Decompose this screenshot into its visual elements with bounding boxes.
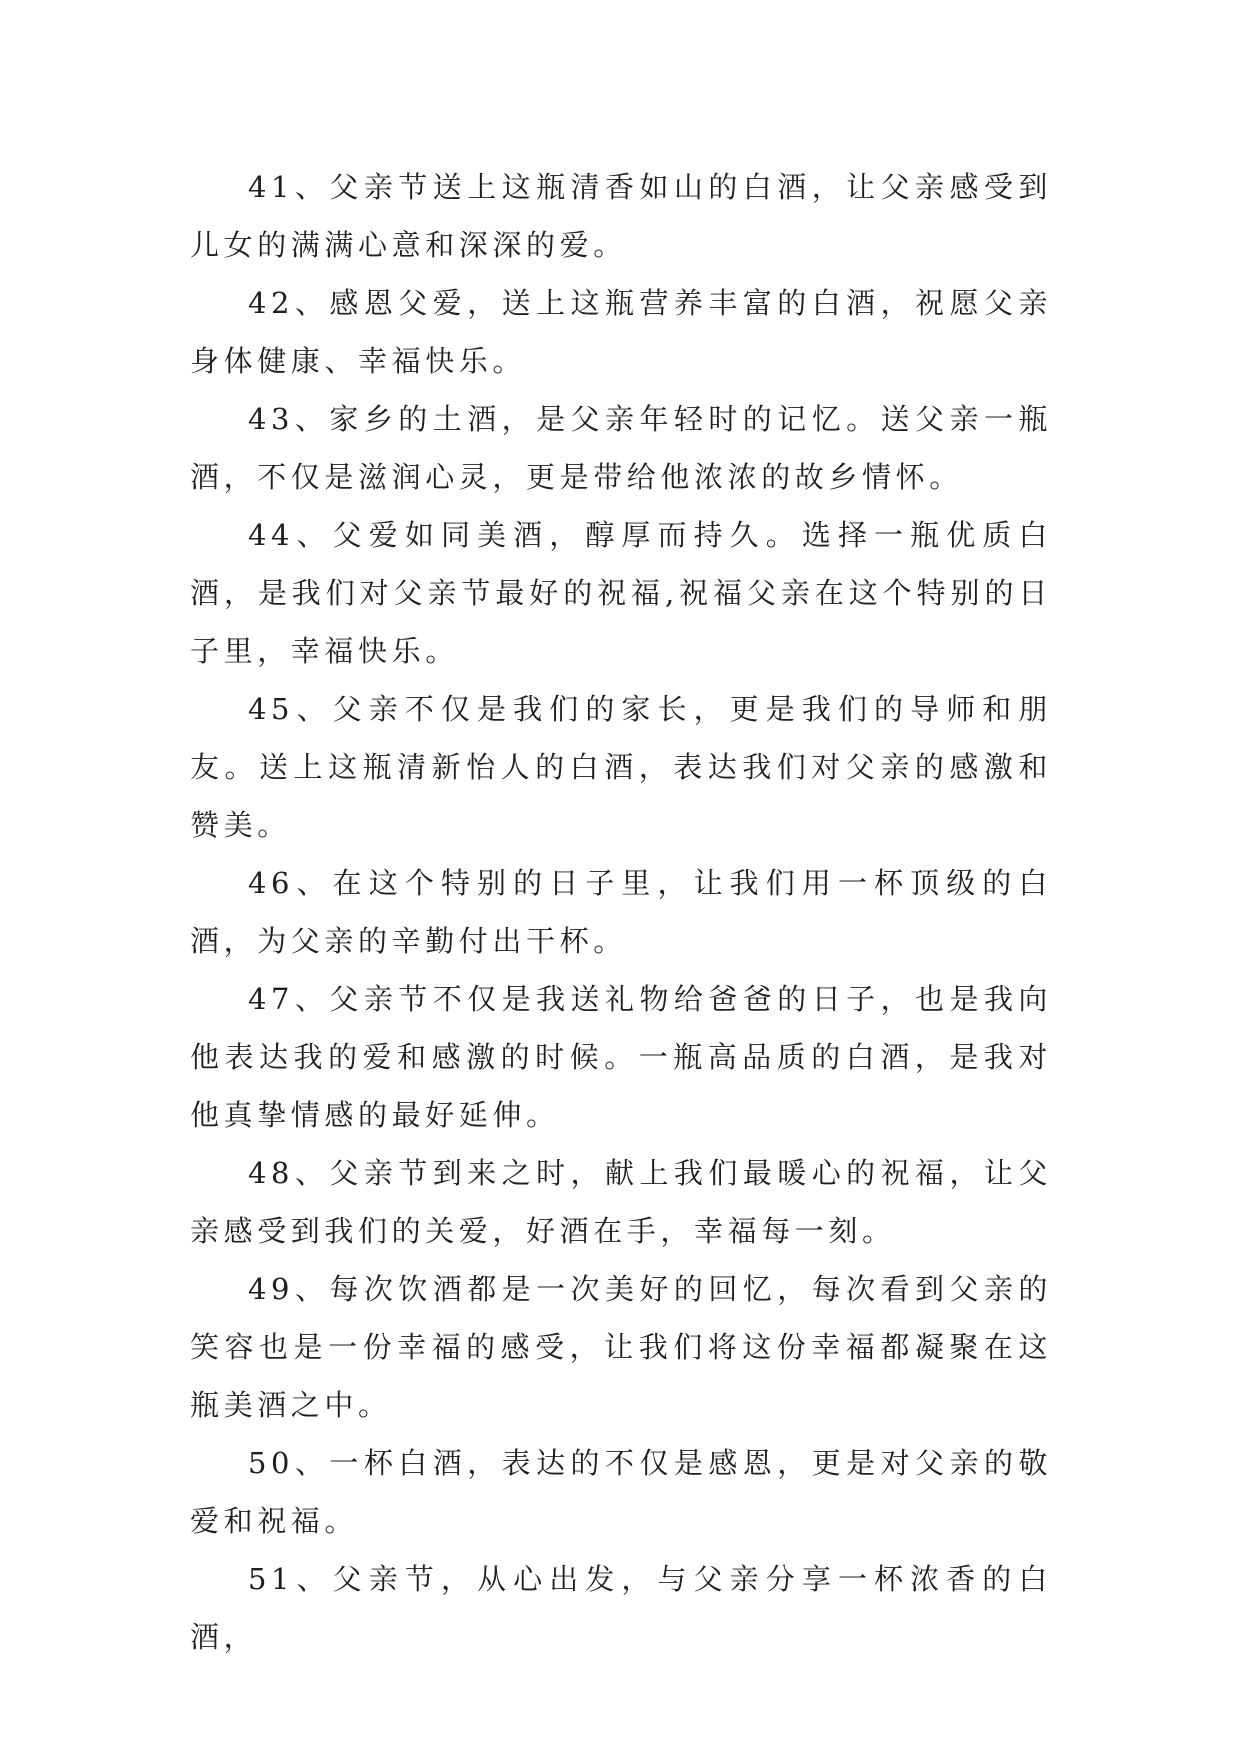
paragraph-41: 41、父亲节送上这瓶清香如山的白酒，让父亲感受到儿女的满满心意和深深的爱。	[190, 170, 1052, 262]
paragraph-43: 43、家乡的土酒，是父亲年轻时的记忆。送父亲一瓶酒，不仅是滋润心灵，更是带给他浓浓的故乡情怀。	[190, 402, 1052, 494]
paragraph-50: 50、一杯白酒，表达的不仅是感恩，更是对父亲的敬爱和祝福。	[190, 1446, 1052, 1538]
paragraph-46: 46、在这个特别的日子里，让我们用一杯顶级的白酒，为父亲的辛勤付出干杯。	[190, 866, 1052, 958]
paragraph-51: 51、父亲节，从心出发，与父亲分享一杯浓香的白酒，	[190, 1562, 1052, 1654]
paragraph-42: 42、感恩父爱，送上这瓶营养丰富的白酒，祝愿父亲身体健康、幸福快乐。	[190, 286, 1052, 378]
document-body	[190, 158, 1052, 1666]
paragraph-48: 48、父亲节到来之时，献上我们最暖心的祝福，让父亲感受到我们的关爱，好酒在手，幸福每一刻。	[190, 1156, 1052, 1248]
paragraph-49: 49、每次饮酒都是一次美好的回忆，每次看到父亲的笑容也是一份幸福的感受，让我们将这份幸福都凝聚在这瓶美酒之中。	[190, 1272, 1052, 1422]
paragraph-45: 45、父亲不仅是我们的家长，更是我们的导师和朋友。送上这瓶清新怡人的白酒，表达我们对父亲的感激和赞美。	[190, 692, 1052, 842]
paragraph-44: 44、父爱如同美酒，醇厚而持久。选择一瓶优质白酒，是我们对父亲节最好的祝福,祝福父亲在这个特别的日子里，幸福快乐。	[190, 518, 1052, 668]
paragraph-47: 47、父亲节不仅是我送礼物给爸爸的日子，也是我向他表达我的爱和感激的时候。一瓶高品质的白酒，是我对他真挚情感的最好延伸。	[190, 982, 1052, 1132]
